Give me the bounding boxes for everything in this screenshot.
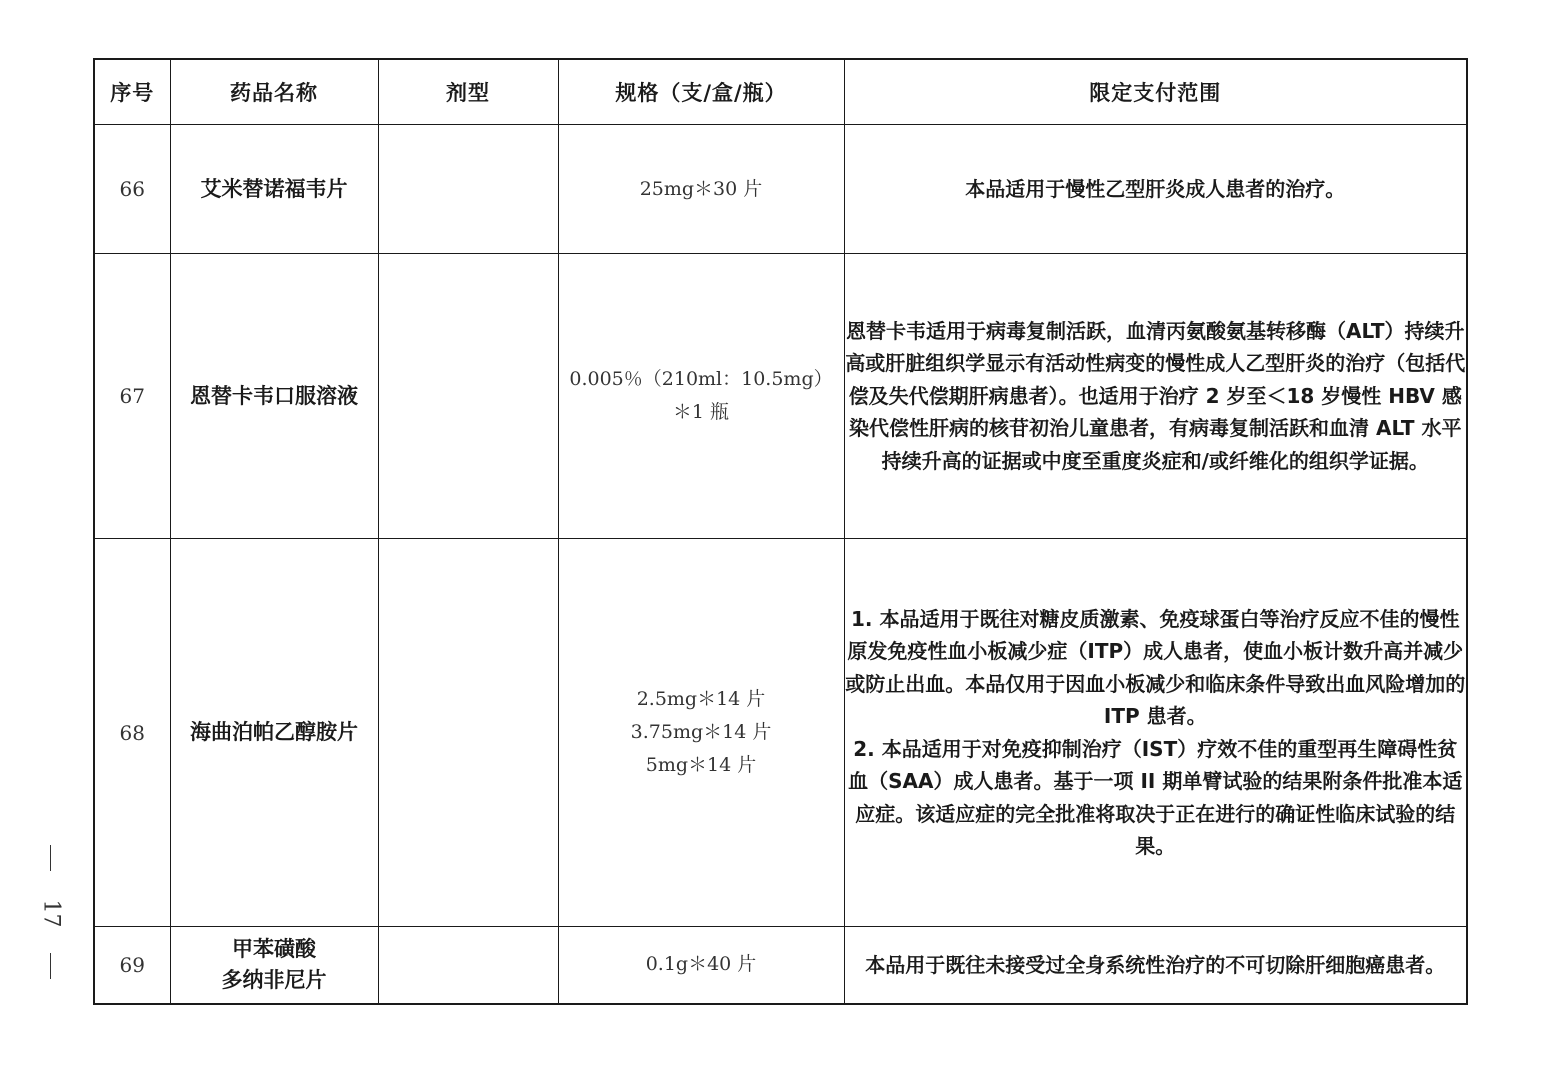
drug-name-cell <box>170 539 378 927</box>
dosage-form-cell <box>378 125 558 254</box>
specification-line: 0.1g＊40 片 <box>645 953 757 976</box>
header-payment-scope: 限定支付范围 <box>844 59 1467 125</box>
drug-name-cell <box>170 254 378 539</box>
table-row <box>94 125 1467 254</box>
specification-line: 0.005％（210ml：10.5mg） <box>569 368 833 390</box>
payment-scope-text: 本品用于既往未接受过全身系统性治疗的不可切除肝细胞癌患者。 <box>865 952 1446 977</box>
payment-scope-text: 1. 本品适用于既往对糖皮质激素、免疫球蛋白等治疗反应不佳的慢性原发免疫性血小板减少症（ITP）成人患者，使血小板计数升高并减少或防止出血。本品仅用于因血小板减少和临床条件导致出血风险增加的 ITP 患者。 <box>845 606 1466 728</box>
page-number-label: 17 <box>38 899 64 928</box>
page-number <box>36 845 66 980</box>
drug-name: 海曲泊帕乙醇胺片 <box>190 720 358 744</box>
drug-name-cell <box>170 927 378 1004</box>
drug-list-table <box>93 58 1468 1005</box>
header-drug-name: 药品名称 <box>170 59 378 125</box>
header-serial-number: 序号 <box>94 59 170 125</box>
payment-scope-text: 本品适用于慢性乙型肝炎成人患者的治疗。 <box>965 176 1346 201</box>
specification-cell <box>558 125 844 254</box>
specification-cell <box>558 927 844 1004</box>
payment-scope-cell <box>844 927 1467 1004</box>
specification-line: ＊1 瓶 <box>672 401 730 423</box>
header-dosage-form: 剂型 <box>378 59 558 125</box>
serial-number-cell: 69 <box>94 927 170 1004</box>
dosage-form-cell <box>378 927 558 1004</box>
table-row <box>94 254 1467 539</box>
payment-scope-text: 2. 本品适用于对免疫抑制治疗（IST）疗效不佳的重型再生障碍性贫血（SAA）成人患者。基于一项 II 期单臂试验的结果附条件批准本适应症。该适应症的完全批准将取决于正在进行的确证性临床试验的结果。 <box>848 736 1463 858</box>
drug-name: 多纳非尼片 <box>221 967 327 992</box>
dosage-form-cell <box>378 254 558 539</box>
drug-name: 艾米替诺福韦片 <box>200 176 348 201</box>
payment-scope-cell <box>844 254 1467 539</box>
serial-number-cell: 66 <box>94 125 170 254</box>
page-number-dash <box>50 953 51 979</box>
table-row <box>94 539 1467 927</box>
specification-cell <box>558 539 844 927</box>
payment-scope-cell <box>844 125 1467 254</box>
drug-name: 恩替卡韦口服溶液 <box>190 383 358 408</box>
payment-scope-text: 恩替卡韦适用于病毒复制活跃，血清丙氨酸氨基转移酶（ALT）持续升高或肝脏组织学显示有活动性病变的慢性成人乙型肝炎的治疗（包括代偿及失代偿期肝病患者）。也适用于治疗 2 岁至＜18 岁慢性 HBV 感染代偿性肝病的核苷初治儿童患者，有病毒复制活跃和血清 ALT 水平持续升高的证据或中度至重度炎症和/或纤维化的组织学证据。 <box>845 318 1466 473</box>
serial-number-cell: 68 <box>94 539 170 927</box>
specification-line: 3.75mg＊14 片 <box>630 721 772 743</box>
table-header-row <box>94 59 1467 125</box>
specification-cell <box>558 254 844 539</box>
drug-name: 甲苯磺酸 <box>232 936 316 961</box>
specification-line: 2.5mg＊14 片 <box>636 688 766 710</box>
page-number-dash <box>50 845 51 871</box>
specification-line: 25mg＊30 片 <box>639 177 763 200</box>
dosage-form-cell <box>378 539 558 927</box>
payment-scope-cell <box>844 539 1467 927</box>
drug-name-cell <box>170 125 378 254</box>
table-row <box>94 927 1467 1004</box>
specification-line: 5mg＊14 片 <box>645 754 757 776</box>
header-specification: 规格（支/盒/瓶） <box>558 59 844 125</box>
serial-number-cell: 67 <box>94 254 170 539</box>
